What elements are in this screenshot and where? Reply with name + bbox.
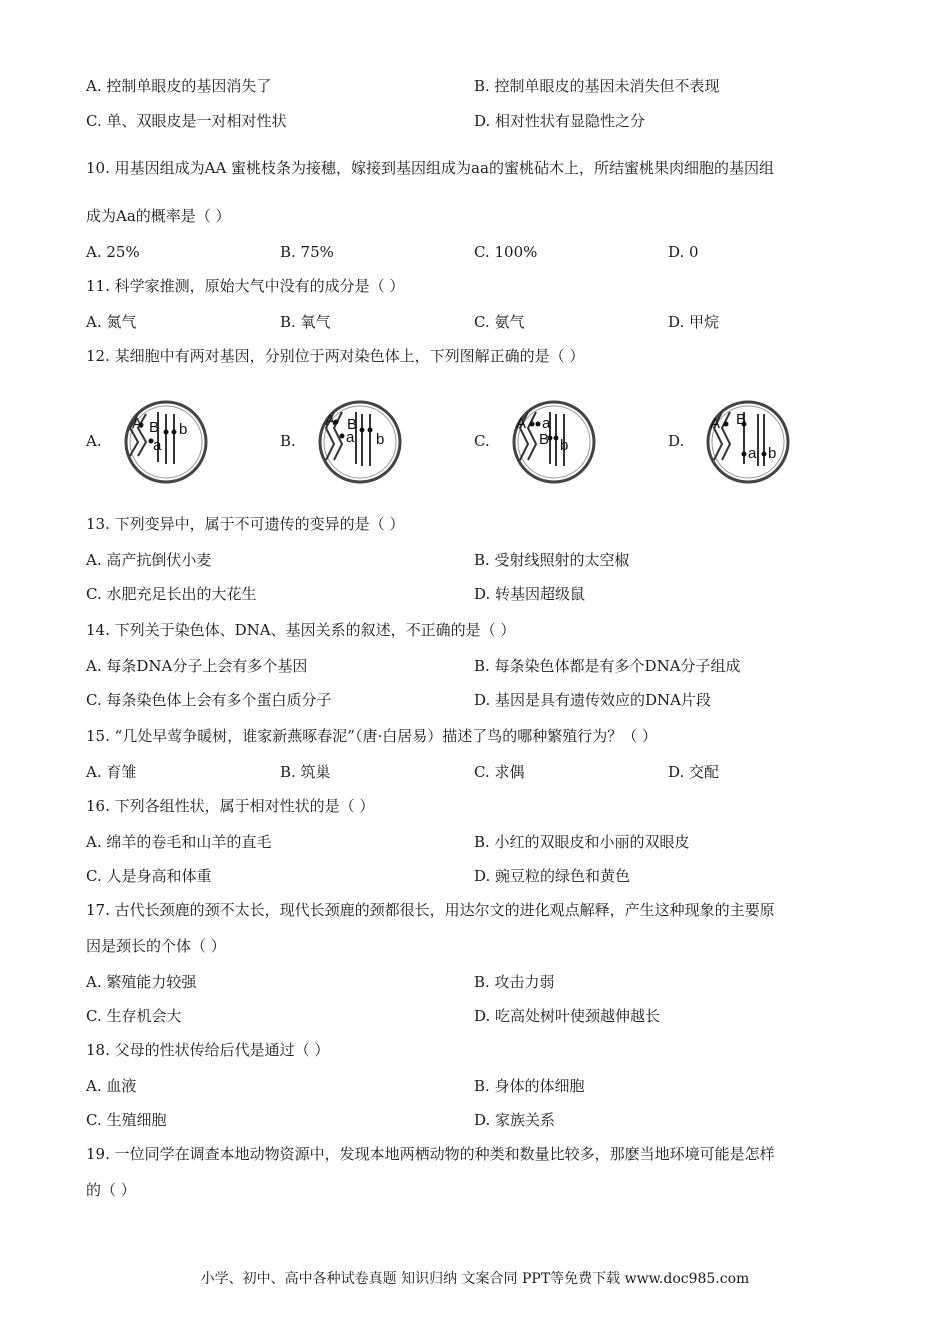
q16-option-b: B. 小红的双眼皮和小丽的双眼皮 — [474, 833, 690, 851]
q10-option-d: D. 0 — [668, 243, 699, 261]
gene-label: A — [325, 412, 336, 429]
q13-option-a: A. 高产抗倒伏小麦 — [86, 551, 212, 569]
q11-option-c: C. 氨气 — [474, 313, 525, 331]
q12-option-a — [86, 392, 226, 492]
gene-label: b — [560, 437, 569, 454]
gene-label: B — [347, 416, 358, 433]
gene-label: a — [153, 437, 162, 454]
cell-diagram-b — [310, 392, 410, 492]
q17-option-d: D. 吃高处树叶使颈越伸越长 — [474, 1007, 661, 1025]
gene-label: A — [516, 415, 527, 432]
q13-option-b: B. 受射线照射的太空椒 — [474, 551, 630, 569]
q15-option-b: B. 筑巢 — [280, 763, 331, 781]
gene-label: a — [346, 429, 355, 446]
q10-stem-cont: 成为Aa的概率是（ ） — [86, 207, 231, 225]
q18-option-c: C. 生殖细胞 — [86, 1111, 167, 1129]
gene-label: B — [149, 419, 160, 436]
q12-option-d — [668, 392, 808, 492]
q18-stem: 18. 父母的性状传给后代是通过（ ） — [86, 1041, 330, 1059]
q18-option-a: A. 血液 — [86, 1077, 137, 1095]
q10-stem: 10. 用基因组成为AA 蜜桃枝条为接穗，嫁接到基因组成为aa的蜜桃砧木上，所结蜜桃果肉细胞的基因组 — [86, 159, 774, 177]
q11-stem: 11. 科学家推测，原始大气中没有的成分是（ ） — [86, 277, 405, 295]
q17-stem-cont: 因是颈长的个体（ ） — [86, 937, 226, 955]
gene-label: b — [376, 431, 385, 448]
q12-option-c-label: C. — [474, 432, 490, 450]
q14-option-c: C. 每条染色体上会有多个蛋白质分子 — [86, 691, 332, 709]
gene-label: b — [179, 421, 188, 438]
q13-option-c: C. 水肥充足长出的大花生 — [86, 585, 257, 603]
q14-option-b: B. 每条染色体都是有多个DNA分子组成 — [474, 657, 741, 675]
q16-option-d: D. 豌豆粒的绿色和黄色 — [474, 867, 631, 885]
q12-option-d-label: D. — [668, 432, 685, 450]
q19-stem: 19. 一位同学在调查本地动物资源中，发现本地两栖动物的种类和数量比较多，那麽当地环境可能是怎样 — [86, 1145, 775, 1163]
q15-option-a: A. 育雏 — [86, 763, 137, 781]
q11-option-b: B. 氧气 — [280, 313, 331, 331]
q11-option-a: A. 氮气 — [86, 313, 137, 331]
q13-option-d: D. 转基因超级鼠 — [474, 585, 586, 603]
q12-stem: 12. 某细胞中有两对基因，分别位于两对染色体上，下列图解正确的是（ ） — [86, 347, 585, 365]
q9-option-c: C. 单、双眼皮是一对相对性状 — [86, 112, 287, 130]
gene-label: a — [542, 415, 551, 432]
q12-option-b-label: B. — [280, 432, 296, 450]
q14-option-d: D. 基因是具有遗传效应的DNA片段 — [474, 691, 712, 709]
q10-option-c: C. 100% — [474, 243, 538, 261]
q10-option-b: B. 75% — [280, 243, 334, 261]
gene-label: b — [768, 445, 777, 462]
q14-stem: 14. 下列关于染色体、DNA、基因关系的叙述，不正确的是（ ） — [86, 621, 516, 639]
q9-option-a: A. 控制单眼皮的基因消失了 — [86, 77, 272, 95]
q10-option-a: A. 25% — [86, 243, 140, 261]
cell-diagram-c — [504, 392, 604, 492]
cell-diagram-d — [698, 392, 798, 492]
q13-stem: 13. 下列变异中，属于不可遗传的变异的是（ ） — [86, 515, 405, 533]
q12-option-a-label: A. — [86, 432, 102, 450]
q9-option-d: D. 相对性状有显隐性之分 — [474, 112, 646, 130]
q19-stem-cont: 的（ ） — [86, 1181, 136, 1199]
q12-option-c — [474, 392, 614, 492]
page-footer: 小学、初中、高中各种试卷真题 知识归纳 文案合同 PPT等免费下载 www.doc985.com — [200, 1271, 750, 1287]
q14-option-a: A. 每条DNA分子上会有多个基因 — [86, 657, 308, 675]
gene-label: A — [132, 415, 143, 432]
q18-option-b: B. 身体的体细胞 — [474, 1077, 585, 1095]
gene-label: a — [748, 445, 757, 462]
q15-stem: 15. “几处早莺争暖树，谁家新燕啄春泥”（唐·白居易）描述了鸟的哪种繁殖行为？（ ） — [86, 727, 657, 745]
q15-option-c: C. 求偶 — [474, 763, 525, 781]
q11-option-d: D. 甲烷 — [668, 313, 720, 331]
q15-option-d: D. 交配 — [668, 763, 720, 781]
q9-option-b: B. 控制单眼皮的基因未消失但不表现 — [474, 77, 720, 95]
q16-stem: 16. 下列各组性状，属于相对性状的是（ ） — [86, 797, 375, 815]
gene-label: B — [539, 431, 550, 448]
q18-option-d: D. 家族关系 — [474, 1111, 556, 1129]
q16-option-a: A. 绵羊的卷毛和山羊的直毛 — [86, 833, 272, 851]
q17-option-a: A. 繁殖能力较强 — [86, 973, 197, 991]
q16-option-c: C. 人是身高和体重 — [86, 867, 212, 885]
cell-diagram-a — [116, 392, 216, 492]
gene-label: B — [736, 411, 747, 428]
q12-option-b — [280, 392, 420, 492]
q17-option-c: C. 生存机会大 — [86, 1007, 182, 1025]
gene-label: A — [710, 415, 721, 432]
q17-stem: 17. 古代长颈鹿的颈不太长，现代长颈鹿的颈都很长，用达尔文的进化观点解释，产生这种现象的主要原 — [86, 901, 775, 919]
q17-option-b: B. 攻击力弱 — [474, 973, 555, 991]
